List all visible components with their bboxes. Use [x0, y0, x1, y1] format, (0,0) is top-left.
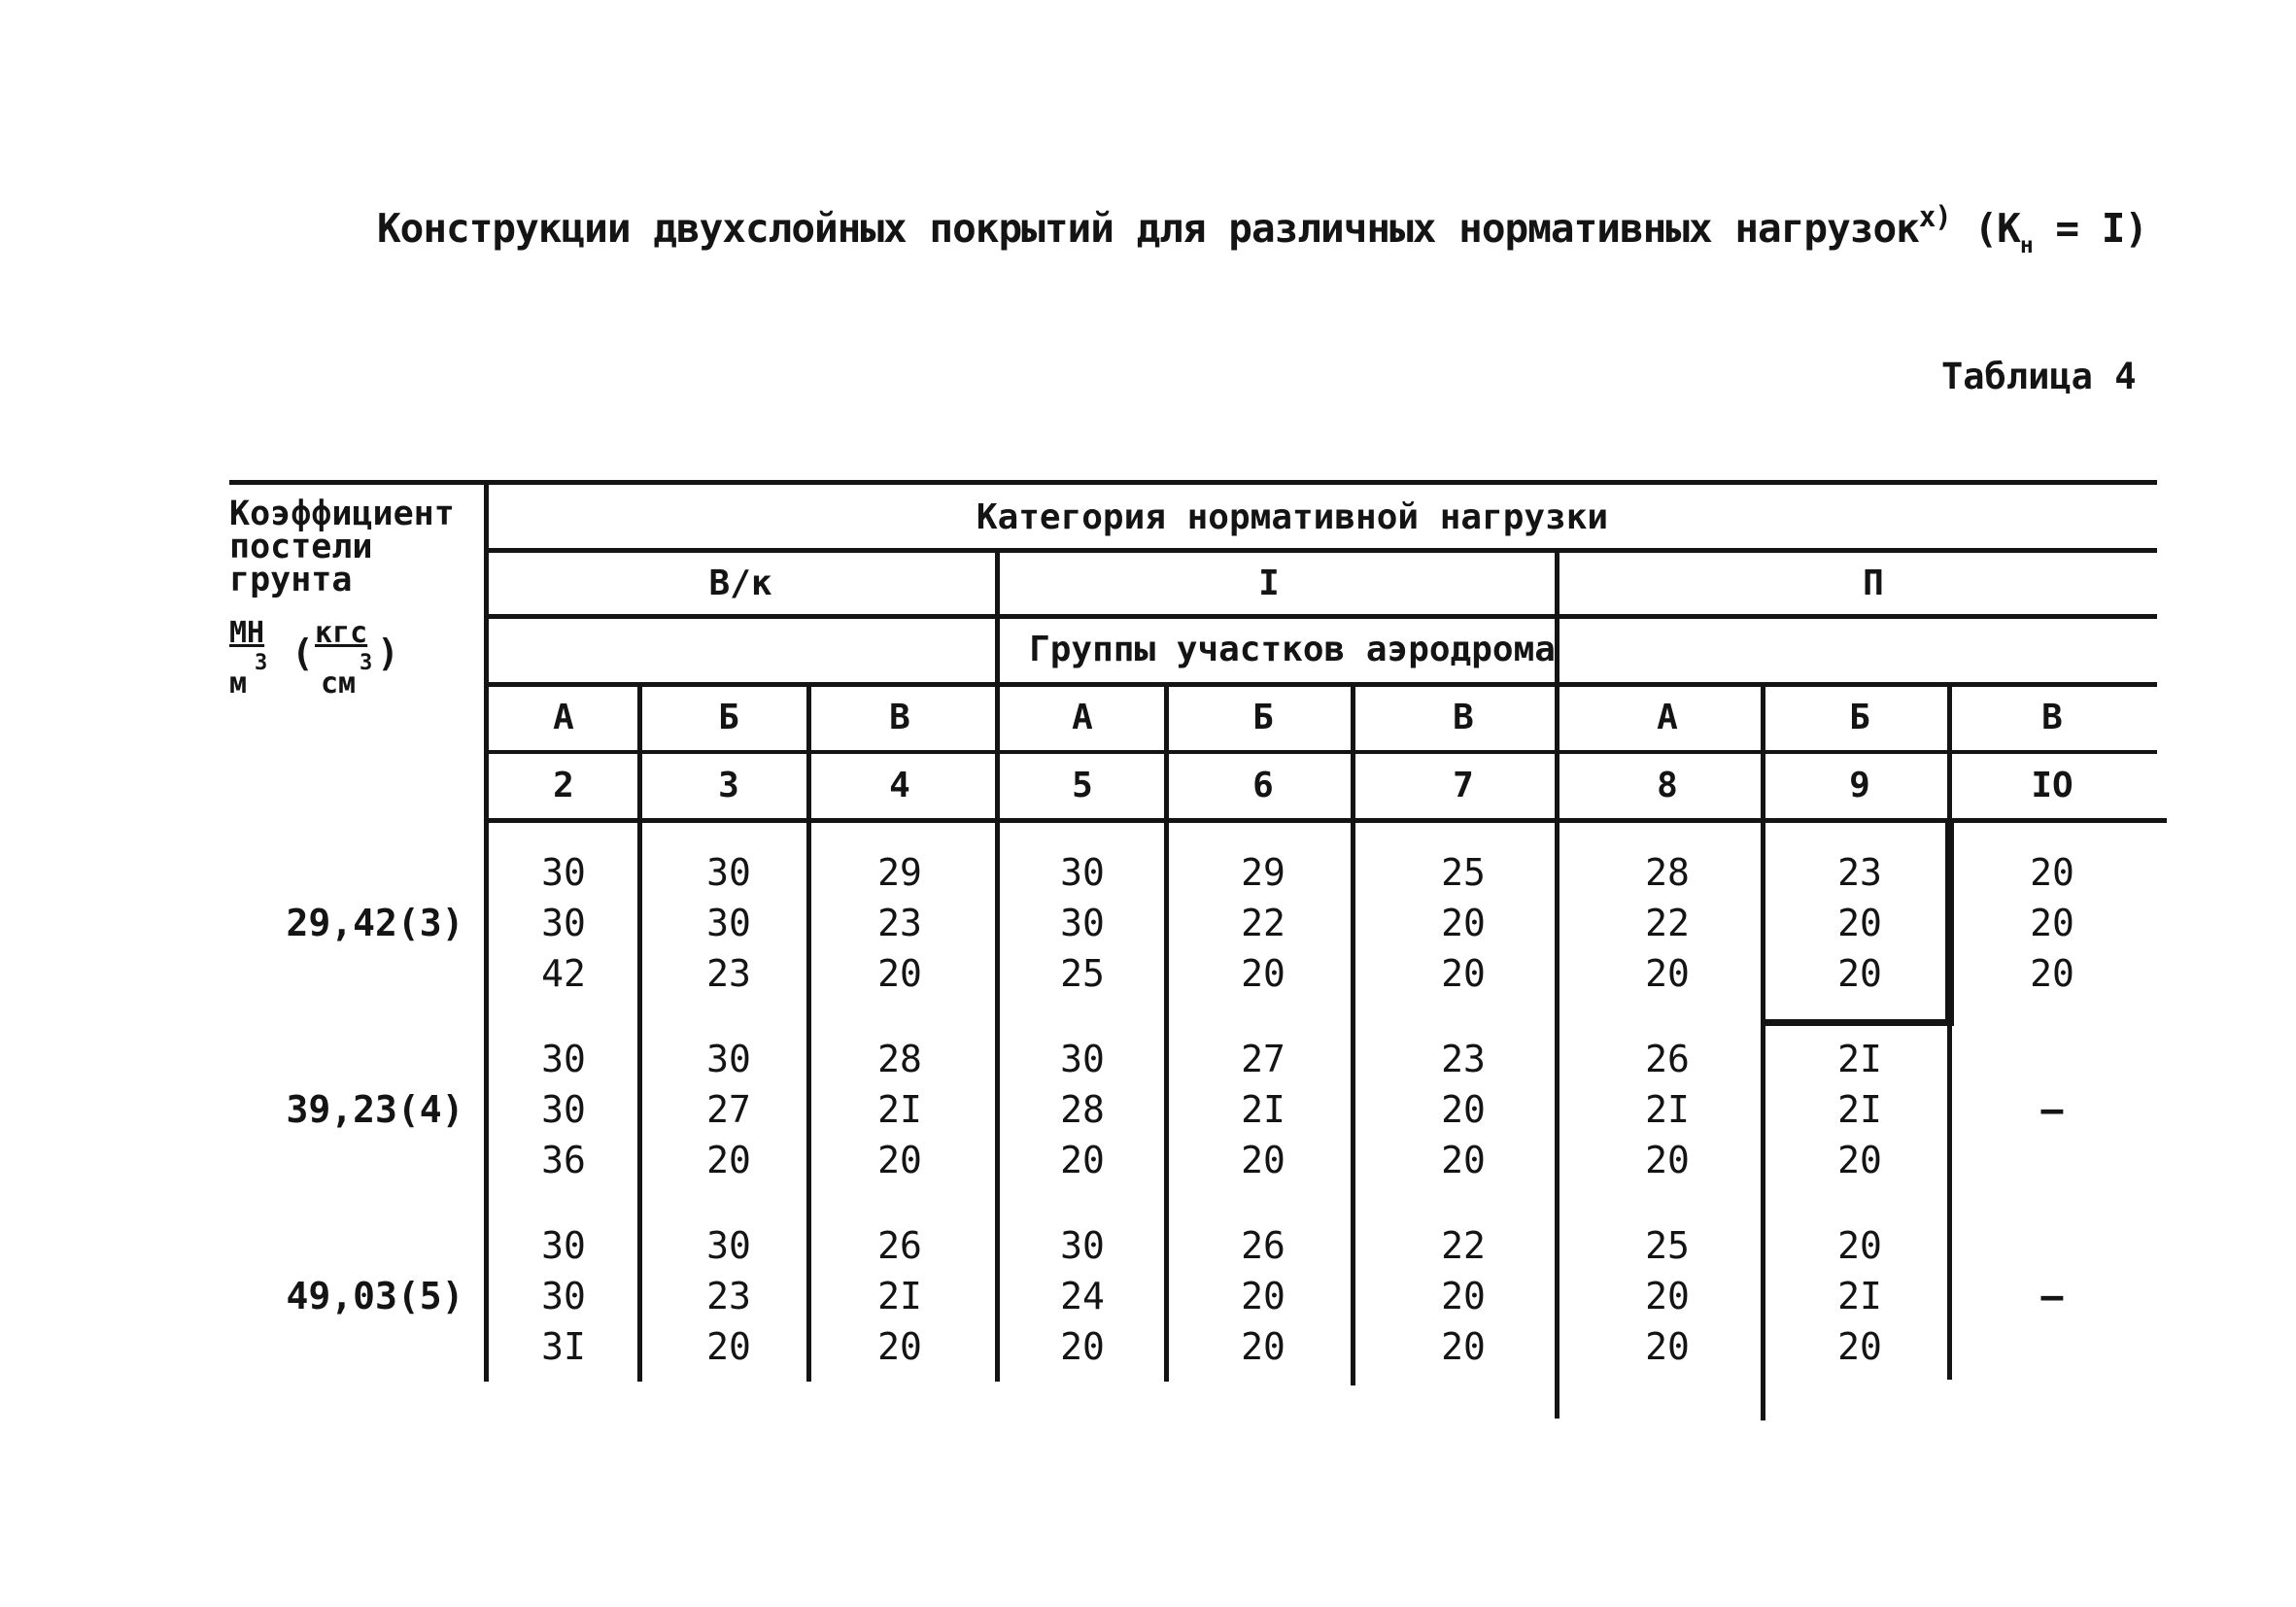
load-header-1: I: [1258, 564, 1280, 603]
thickness-value: 20: [1645, 952, 1690, 995]
page-title: [377, 200, 2147, 258]
thickness-value: 23: [706, 952, 751, 995]
thickness-value: 29: [877, 851, 922, 894]
thickness-value: 25: [1060, 952, 1105, 995]
thickness-value: 26: [877, 1224, 922, 1267]
thickness-value: –: [2040, 1275, 2064, 1317]
unit-paren-close: ): [377, 632, 399, 674]
thickness-value: 30: [1060, 851, 1105, 894]
thickness-value: 30: [541, 851, 586, 894]
stub-line-3: грунта: [229, 561, 353, 599]
title-text: Конструкции двухслойных покрытий для различных нормативных нагрузок: [377, 205, 1919, 252]
rule-col-2-3: [637, 682, 642, 1382]
thickness-value: 27: [1241, 1038, 1285, 1080]
thickness-value: 28: [1060, 1088, 1105, 1131]
thickness-value: 20: [1441, 902, 1486, 944]
group-label: В: [1453, 698, 1474, 737]
rule-col-6-7: [1351, 682, 1355, 1385]
rule-under-numbers: [486, 818, 2167, 823]
load-header-vk: В/к: [708, 564, 772, 603]
thickness-value: 20: [1837, 902, 1882, 944]
rule-col-3-4: [806, 682, 811, 1382]
thickness-value: 20: [1441, 1325, 1486, 1368]
thickness-value: 25: [1645, 1224, 1690, 1267]
group-label: Б: [718, 698, 739, 737]
thickness-value: 24: [1060, 1275, 1105, 1317]
thickness-value: 20: [706, 1139, 751, 1181]
thickness-value: 29: [1241, 851, 1285, 894]
thickness-value: 2I: [1837, 1275, 1882, 1317]
thickness-value: 3I: [541, 1325, 586, 1368]
group-label: В: [889, 698, 910, 737]
unit-numerator-si: МН: [229, 616, 265, 650]
thickness-value: 2I: [1645, 1088, 1690, 1131]
title-footnote-mark: x): [1918, 200, 1951, 233]
unit-exp-si: 3: [255, 651, 268, 675]
rule-col-9-10-bold: [1945, 818, 1954, 1026]
thickness-value: 20: [1241, 1275, 1285, 1317]
thickness-value: 30: [706, 1038, 751, 1080]
thickness-value: 2I: [1837, 1038, 1882, 1080]
thickness-value: 26: [1241, 1224, 1285, 1267]
table-number-label: Таблица 4: [1941, 356, 2137, 397]
rule-col-9-10: [1947, 682, 1952, 1380]
bracket-rule-col9: [1763, 1019, 1951, 1026]
thickness-value: 20: [2030, 851, 2074, 894]
unit-exp-kgs: 3: [360, 651, 373, 675]
rule-col-8-9: [1761, 682, 1765, 1420]
thickness-value: 20: [1837, 952, 1882, 995]
thickness-value: 26: [1645, 1038, 1690, 1080]
unit-denominator-kgs: см: [321, 667, 357, 701]
thickness-value: 22: [1441, 1224, 1486, 1267]
unit-paren-open: (: [291, 632, 314, 674]
subgrade-coefficient-label: 49,03(5): [286, 1275, 464, 1317]
stub-header: [229, 497, 455, 597]
thickness-value: 20: [877, 1325, 922, 1368]
thickness-value: 30: [541, 1224, 586, 1267]
thickness-value: 22: [1241, 902, 1285, 944]
thickness-value: 20: [1645, 1139, 1690, 1181]
thickness-value: 2I: [1837, 1088, 1882, 1131]
column-number: IO: [2031, 766, 2073, 805]
thickness-value: 20: [877, 952, 922, 995]
column-number: 9: [1849, 766, 1870, 805]
column-number: 2: [553, 766, 574, 805]
thickness-value: 20: [1441, 1139, 1486, 1181]
thickness-value: 28: [877, 1038, 922, 1080]
column-number: 3: [718, 766, 739, 805]
column-number: 5: [1072, 766, 1093, 805]
thickness-value: 20: [1837, 1224, 1882, 1267]
thickness-value: 20: [1837, 1139, 1882, 1181]
thickness-value: 36: [541, 1139, 586, 1181]
thickness-value: 23: [1837, 851, 1882, 894]
thickness-value: 20: [1645, 1275, 1690, 1317]
thickness-value: 20: [2030, 902, 2074, 944]
thickness-value: 25: [1441, 851, 1486, 894]
stub-rule: [484, 480, 489, 1382]
thickness-value: 42: [541, 952, 586, 995]
group-label: В: [2041, 698, 2063, 737]
thickness-value: 2I: [877, 1088, 922, 1131]
thickness-value: 22: [1645, 902, 1690, 944]
thickness-value: 30: [706, 902, 751, 944]
thickness-value: 30: [541, 1088, 586, 1131]
rule-under-loads: [486, 614, 2157, 619]
groups-header: Группы участков аэродрома: [1029, 630, 1556, 669]
column-number: 4: [889, 766, 910, 805]
rule-under-groups-title: [486, 682, 2157, 687]
rule-under-category: [486, 548, 2157, 553]
thickness-value: 20: [1241, 952, 1285, 995]
thickness-value: 30: [706, 851, 751, 894]
thickness-value: 2I: [877, 1275, 922, 1317]
rule-load-1: [995, 548, 1000, 1382]
group-label: А: [553, 698, 574, 737]
thickness-value: 23: [706, 1275, 751, 1317]
thickness-value: 30: [706, 1224, 751, 1267]
thickness-value: 20: [706, 1325, 751, 1368]
thickness-value: –: [2040, 1088, 2064, 1131]
thickness-value: 20: [1441, 1088, 1486, 1131]
subgrade-coefficient-label: 39,23(4): [286, 1088, 464, 1131]
thickness-value: 30: [1060, 902, 1105, 944]
load-header-2: П: [1863, 564, 1884, 603]
stub-line-1: Коэффициент: [229, 495, 455, 533]
unit-numerator-kgs: кгс: [315, 616, 368, 650]
unit-denominator-si: м: [229, 667, 248, 701]
thickness-value: 20: [1060, 1325, 1105, 1368]
group-label: Б: [1252, 698, 1274, 737]
rule-col-5-6: [1164, 682, 1169, 1382]
thickness-value: 23: [877, 902, 922, 944]
thickness-value: 20: [1837, 1325, 1882, 1368]
stub-line-2: постели: [229, 528, 373, 566]
thickness-value: 28: [1645, 851, 1690, 894]
column-number: 6: [1252, 766, 1274, 805]
thickness-value: 30: [1060, 1224, 1105, 1267]
thickness-value: 30: [541, 1038, 586, 1080]
thickness-value: 30: [541, 902, 586, 944]
thickness-value: 20: [877, 1139, 922, 1181]
category-header: Категория нормативной нагрузки: [976, 497, 1609, 537]
thickness-value: 20: [1441, 952, 1486, 995]
column-number: 8: [1657, 766, 1678, 805]
thickness-value: 20: [1645, 1325, 1690, 1368]
group-label: А: [1657, 698, 1678, 737]
subgrade-coefficient-label: 29,42(3): [286, 902, 464, 944]
thickness-value: 30: [1060, 1038, 1105, 1080]
title-formula: $(K_н = I)$: [1973, 205, 2148, 258]
thickness-value: 27: [706, 1088, 751, 1131]
table-top-rule: [229, 480, 2157, 485]
thickness-value: 20: [1241, 1139, 1285, 1181]
thickness-value: 20: [1241, 1325, 1285, 1368]
group-label: А: [1072, 698, 1093, 737]
thickness-value: 30: [541, 1275, 586, 1317]
thickness-value: 20: [1060, 1139, 1105, 1181]
rule-under-groups: [486, 750, 2157, 754]
column-number: 7: [1453, 766, 1474, 805]
rule-load-2: [1555, 548, 1559, 1419]
thickness-value: 20: [1441, 1275, 1486, 1317]
thickness-value: 23: [1441, 1038, 1486, 1080]
thickness-value: 20: [2030, 952, 2074, 995]
group-label: Б: [1849, 698, 1870, 737]
thickness-value: 2I: [1241, 1088, 1285, 1131]
